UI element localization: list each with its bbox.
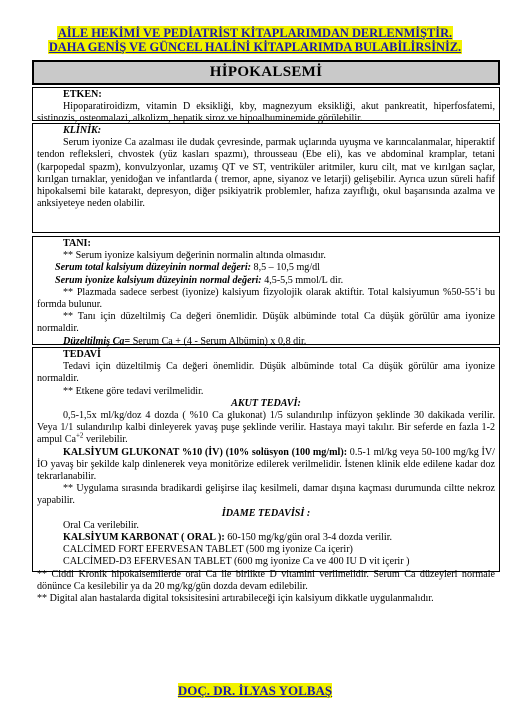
klinik-heading: KLİNİK: bbox=[63, 125, 102, 136]
section-tedavi bbox=[32, 347, 500, 605]
etken-text: Hipoparatiroidizm, vitamin D eksikliği, kby, magnezyum eksikliği, akut pankreatit, hiperfosfatemi, sistinozis, osteomalazi, alkolizm, hepatik siroz ve hipoalbuminemide görülebilir. bbox=[37, 101, 495, 125]
tani-line-3: Serum iyonize kalsiyum düzeyinin normal değeri: 4,5-5,5 mmol/L dir. bbox=[55, 274, 344, 286]
tedavi-p9: CALCİMED-D3 EFERVESAN TABLET (600 mg iyonize Ca ve 400 IU D vit içerir ) bbox=[63, 556, 410, 568]
banner-line-1: AİLE HEKİMİ VE PEDİATRİST KİTAPLARIMDAN DERLENMİŞTİR. bbox=[57, 26, 453, 40]
etken-heading: ETKEN: bbox=[63, 89, 102, 100]
section-klinik bbox=[32, 123, 500, 233]
tedavi-p3: 0,5-1,5x ml/kg/doz 4 dozda ( %10 Ca glukonat) 1/5 sulandırılıp infüzyon şeklinde 30 dakikada verilir. Veya 1/1 sulandırılıp kalbi dinleyerek yavaş puşe şeklinde verilir. Hastaya mayi takılır. Bir seferde en fazla 1-2 ampul $Ca^{+2}$ verilebilir. bbox=[37, 410, 495, 446]
tani-line-5: ** Tanı için düzeltilmiş Ca değeri önemlidir. Düşük albüminde total Ca düşük görülür ama iyonize normaldir. bbox=[37, 311, 495, 335]
author-signature: DOÇ. DR. İLYAS YOLBAŞ bbox=[177, 683, 333, 698]
page-title: HİPOKALSEMİ bbox=[32, 60, 500, 85]
section-tani bbox=[32, 236, 500, 345]
tedavi-p1: Tedavi için düzeltilmiş Ca değeri önemlidir. Düşük albüminde total Ca düşük görülür ama iyonize normaldir. bbox=[37, 361, 495, 385]
tani-line-4: ** Plazmada sadece serbest (iyonize) kalsiyum fizyolojik olarak aktiftir. Total kalsiyumun %50-55’i bu formda bulunur. bbox=[37, 286, 495, 311]
tani-line-2: Serum total kalsiyum düzeyinin normal değeri: 8,5 – 10,5 mg/dl bbox=[55, 262, 320, 274]
tani-line-6: Düzeltilmiş Ca= Serum Ca + (4 - Serum Albümin) x 0,8 dir. bbox=[63, 335, 307, 347]
tedavi-p10: ** Ciddi Kronik hipokalsemilerde oral Ca ile birlikte D vitamini verilmelidir. Serum Ca düzeyleri normale dönünce Ca kesilebilir ya da 20 mg/kg/gün dozda devam edilebilir. bbox=[37, 568, 495, 592]
tedavi-p8: CALCİMED FORT EFERVESAN TABLET (500 mg iyonize Ca içerir) bbox=[63, 544, 353, 556]
tani-heading: TANI: bbox=[63, 238, 91, 249]
section-etken bbox=[32, 87, 500, 125]
tedavi-heading: TEDAVİ bbox=[63, 349, 101, 360]
tani-line-1: ** Serum iyonize kalsiyum değerinin normalin altında olmasıdır. bbox=[63, 250, 326, 262]
idame-heading: İDAME TEDAVİSİ : bbox=[221, 507, 311, 519]
tedavi-p11: ** Digital alan hastalarda digital toksisitesini artırabileceği için kalsiyum dikkatle uygulanmalıdır. bbox=[37, 593, 434, 605]
tedavi-p2: ** Etkene göre tedavi verilmelidir. bbox=[63, 385, 204, 397]
tedavi-p4: KALSİYUM GLUKONAT %10 (İV) (10% solüsyon (100 mg/ml): 0.5-1 ml/kg veya 50-100 mg/kg İV/İO yavaş bir şekilde kalp dinlenerek veya monitörize edilerek verilmelidir. İstenen klinik elde edilene kadar doz tekrarlanabilir. bbox=[37, 446, 495, 483]
akut-heading: AKUT TEDAVİ: bbox=[231, 397, 301, 409]
tedavi-p7: KALSİYUM KARBONAT ( ORAL ): 60-150 mg/kg/gün oral 3-4 dozda verilir. bbox=[63, 532, 393, 544]
klinik-text: Serum iyonize Ca azalması ile dudak çevresinde, parmak uçlarında uyuşma ve karıncalanmalar, hiperaktif tendon refleksleri, chvostek (yüz kasları spazmı), throusseau (Ebe eli), kas ve abdominal kramplar, tetani (karpopedal spazm), konvulzyonlar, uzamış QT ve ST, ventriküler aritmiler, kuru cilt, mat ve kırılgan saçlar, kırılgan tırnaklar, yenidoğan ve infantlarda ( tremor, apne, siyanoz ve letarji) gelişebilir. Ayrıca uzun süreli hafif hipokalsemi bile katarakt, depresyon, diğer psikiyatrik problemler, hafıza zayıflığı, okul başarısında azalma ve anksiyeteye neden olabilir. bbox=[37, 137, 495, 210]
tedavi-p5: ** Uygulama sırasında bradikardi gelişirse ilaç kesilmeli, damar dışına kaçması durumunda ciltte nekroz yapabilir. bbox=[37, 483, 495, 507]
banner-line-2: DAHA GENİŞ VE GÜNCEL HALİNİ KİTAPLARIMDA BULABİLİRSİNİZ. bbox=[48, 40, 462, 54]
tedavi-p6: Oral Ca verilebilir. bbox=[63, 519, 139, 531]
